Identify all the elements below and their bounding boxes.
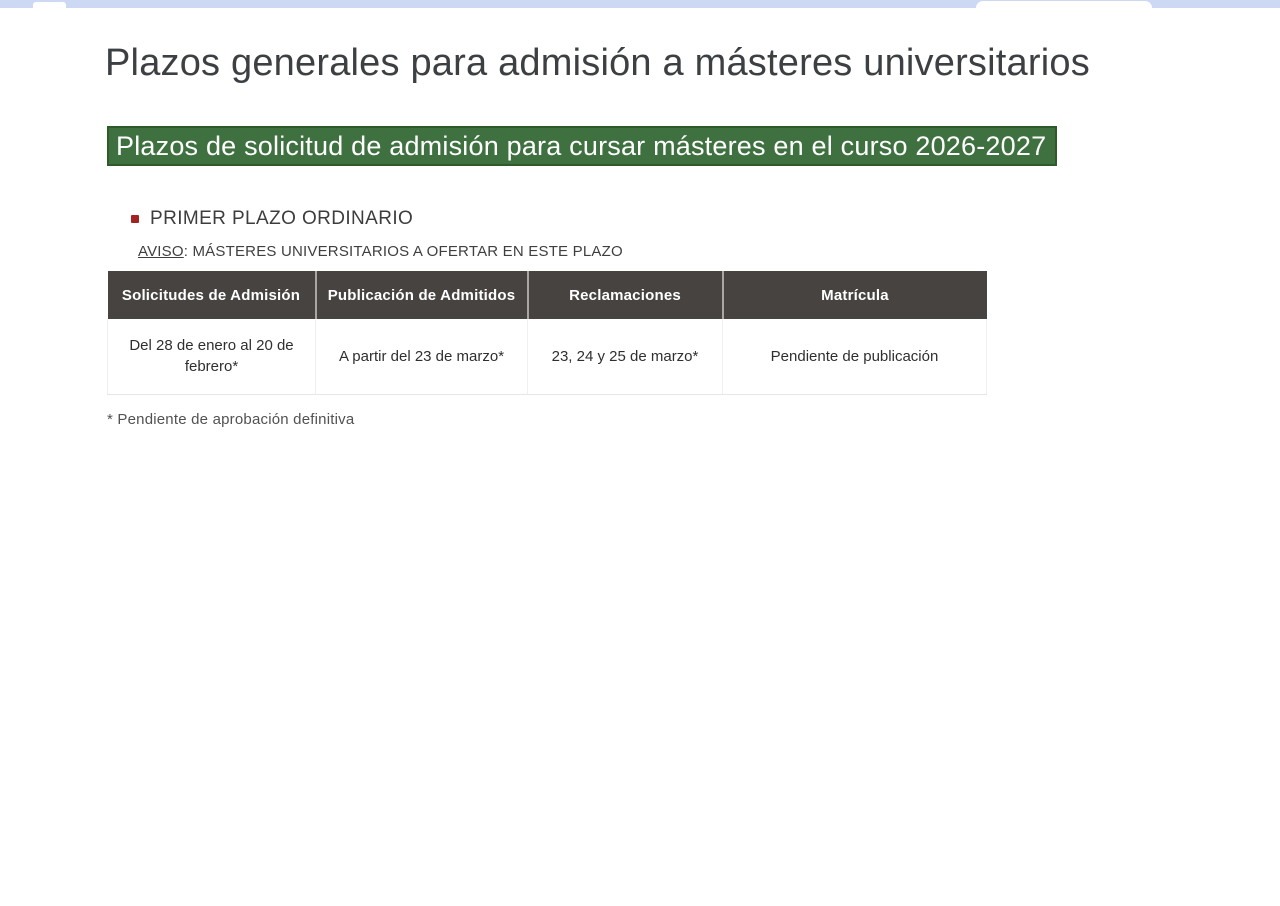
footnote: * Pendiente de aprobación definitiva <box>107 410 355 428</box>
cell-solicitudes: Del 28 de enero al 20 de febrero* <box>108 319 316 394</box>
red-square-bullet-icon <box>131 215 139 223</box>
browser-tab-strip <box>0 0 1280 8</box>
cell-matricula: Pendiente de publicación <box>723 319 987 394</box>
col-header-matricula: Matrícula <box>723 271 987 319</box>
browser-tab-active[interactable] <box>976 1 1152 8</box>
deadlines-table <box>107 271 987 395</box>
aviso-text: : MÁSTERES UNIVERSITARIOS A OFERTAR EN ESTE PLAZO <box>183 243 623 260</box>
browser-tab[interactable] <box>33 2 66 8</box>
table-header-row <box>108 271 987 319</box>
cell-reclamaciones: 23, 24 y 25 de marzo* <box>528 319 723 394</box>
col-header-solicitudes: Solicitudes de Admisión <box>108 271 316 319</box>
aviso-line <box>138 242 1240 261</box>
page-title: Plazos generales para admisión a másteres universitarios <box>105 42 1090 84</box>
cell-publicacion: A partir del 23 de marzo* <box>316 319 528 394</box>
list-item-label: PRIMER PLAZO ORDINARIO <box>150 208 414 229</box>
table-row <box>108 319 987 394</box>
list-item-primer-plazo <box>131 208 1240 230</box>
document-content <box>0 40 1280 429</box>
aviso-link[interactable]: AVISO <box>138 243 184 260</box>
col-header-reclamaciones: Reclamaciones <box>528 271 723 319</box>
section-heading-highlighted: Plazos de solicitud de admisión para cursar másteres en el curso 2026-2027 <box>107 126 1057 166</box>
col-header-publicacion: Publicación de Admitidos <box>316 271 528 319</box>
